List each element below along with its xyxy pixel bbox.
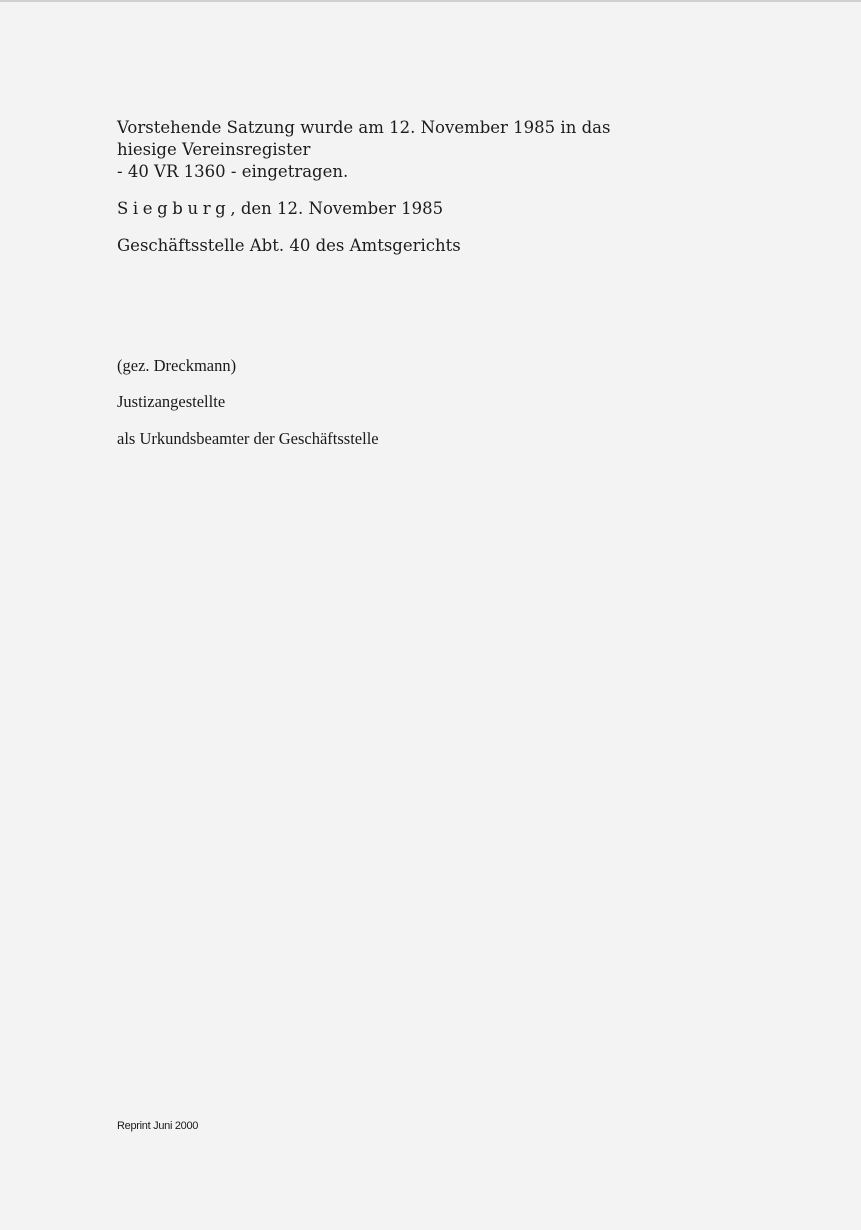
- signature-title: Justizangestellte: [117, 392, 226, 411]
- reprint-note: Reprint Juni 2000: [117, 1120, 199, 1132]
- court-office: Geschäftsstelle Abt. 40 des Amtsgerichts: [117, 236, 461, 255]
- place-and-date: [117, 198, 443, 220]
- signature-role: als Urkundsbeamter der Geschäftsstelle: [117, 429, 379, 448]
- certification-line-3: - 40 VR 1360 - eingetragen.: [117, 162, 349, 181]
- registration-certification: [117, 117, 610, 183]
- certification-line-1: Vorstehende Satzung wurde am 12. November 1985 in das: [117, 118, 611, 137]
- place-name: Siegburg: [117, 199, 231, 218]
- certification-line-2: hiesige Vereinsregister: [117, 140, 311, 159]
- date-text: , den 12. November 1985: [230, 199, 444, 218]
- signature-name: (gez. Dreckmann): [117, 356, 237, 375]
